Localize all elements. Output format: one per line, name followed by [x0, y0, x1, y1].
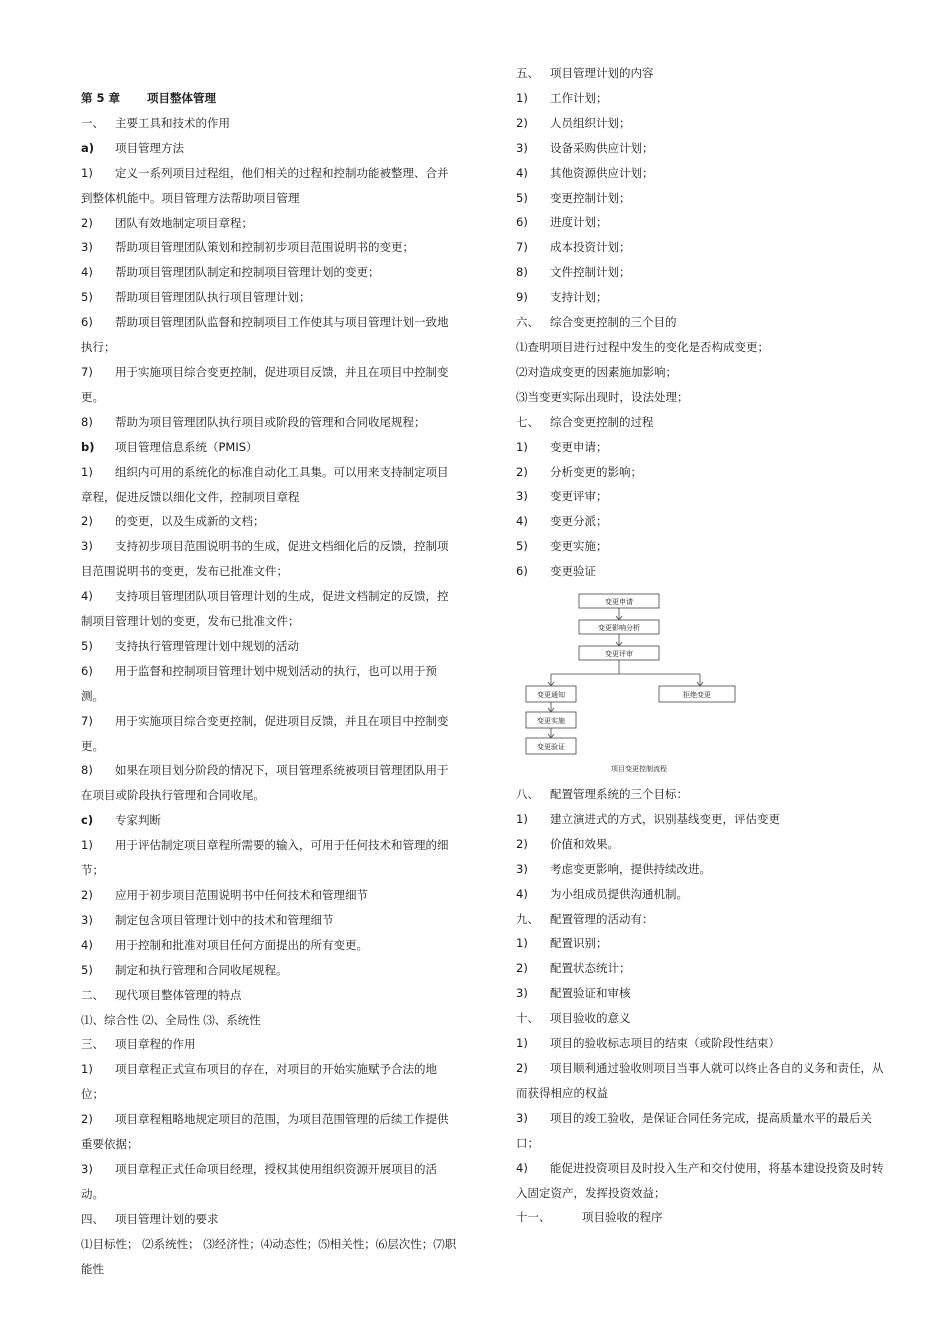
list-item: 1) 项目章程正式宣布项目的存在，对项目的开始实施赋予合法的地位；: [81, 1062, 437, 1102]
list-a: [81, 161, 459, 435]
list-item: 3) 项目章程正式任命项目经理，授权其使用组织资源开展项目的活动。: [81, 1161, 437, 1201]
list-item: 2) 人员组织计划；: [516, 115, 631, 130]
flow-label-review: 变更评审: [605, 650, 633, 659]
list-item: 5) 支持执行管理管理计划中规划的活动: [81, 638, 299, 653]
section-6-heading: 六、 综合变更控制的三个目的: [516, 315, 677, 330]
list-item: 2) 配置状态统计；: [516, 961, 631, 976]
list-item: 6) 帮助项目管理团队监督和控制项目工作使其与项目管理计划一致地执行；: [81, 315, 449, 355]
list-item: 4) 能促进投资项目及时投入生产和交付使用，将基本建设投资及时转入固定资产，发挥投资效益；: [516, 1160, 884, 1200]
list-s5: [516, 86, 894, 310]
list-item: 2) 项目章程粗略地规定项目的范围，为项目范围管理的后续工作提供重要依据；: [81, 1112, 449, 1152]
list-s7: [516, 435, 894, 584]
list-item: ⑵对造成变更的因素施加影响；: [516, 364, 677, 379]
list-item: 4) 变更分派；: [516, 514, 608, 529]
list-item: 7) 成本投资计划；: [516, 240, 631, 255]
list-item: 3) 设备采购供应计划；: [516, 140, 654, 155]
list-item: 1) 配置识别；: [516, 936, 608, 951]
list-item: 9) 支持计划；: [516, 290, 608, 305]
list-item: ⑶当变更实际出现时，设法处理；: [516, 389, 689, 404]
flow-label-reject: 拒绝变更: [683, 691, 711, 700]
flow-label-verify: 变更验证: [537, 743, 565, 752]
list-item: 6) 变更验证: [516, 564, 596, 579]
list-item: 1) 项目的验收标志项目的结束（或阶段性结束）: [516, 1036, 780, 1051]
list-item: 8) 帮助为项目管理团队执行项目或阶段的管理和合同收尾规程；: [81, 414, 426, 429]
section-5-heading: 五、 项目管理计划的内容: [516, 66, 654, 80]
flow-label-implement: 变更实施: [537, 717, 565, 726]
section-9-heading: 九、 配置管理的活动有：: [516, 911, 654, 926]
list-item: 5) 帮助项目管理团队执行项目管理计划；: [81, 290, 311, 305]
list-item: 5) 制定和执行管理和合同收尾规程。: [81, 962, 288, 977]
right-column: [516, 61, 894, 1230]
left-column: [81, 61, 459, 1282]
list-item: 6) 用于监督和控制项目管理计划中规划活动的执行，也可以用于预测。: [81, 663, 437, 703]
list-item: 6) 进度计划；: [516, 215, 608, 230]
list-item: 4) 帮助项目管理团队制定和控制项目管理计划的变更；: [81, 265, 380, 280]
list-s9: [516, 931, 894, 1006]
list-s8: [516, 807, 894, 907]
list-item: 2) 项目顺利通过验收则项目当事人就可以终止各自的义务和责任，从而获得相应的权益: [516, 1061, 884, 1100]
section-11-heading: 十一、 项目验收的程序: [516, 1210, 663, 1225]
list-item: 3) 变更评审；: [516, 489, 608, 504]
list-s10: [516, 1031, 894, 1205]
list-c: [81, 833, 459, 982]
list-item: 3) 制定包含项目管理计划中的技术和管理细节: [81, 912, 334, 927]
flow-label-change-request: 变更申请: [605, 598, 633, 607]
list-item: 7) 用于实施项目综合变更控制，促进项目反馈，并且在项目中控制变更。: [81, 713, 449, 753]
list-item: 4) 其他资源供应计划；: [516, 165, 654, 180]
flow-label-notify: 变更通知: [537, 691, 565, 700]
list-item: 2) 分析变更的影响；: [516, 464, 642, 479]
subsection-c-heading: c) 专家判断: [81, 813, 161, 828]
list-item: 1) 定义一系列项目过程组，他们相关的过程和控制功能被整理、合并到整体机能中。项目管理方法帮助项目管理: [81, 165, 449, 205]
list-item: 3) 考虑变更影响，提供持续改进。: [516, 861, 711, 876]
flow-label-impact-analysis: 变更影响分析: [598, 624, 640, 633]
list-item: 5) 变更控制计划；: [516, 190, 631, 205]
list-item: 2) 的变更，以及生成新的文档；: [81, 514, 265, 529]
list-s3: [81, 1057, 459, 1206]
section-4-text: ⑴目标性； ⑵系统性； ⑶经济性；⑷动态性；⑸相关性；⑹层次性；⑺职能性: [81, 1236, 457, 1276]
subsection-a-heading: a) 项目管理方法: [81, 140, 184, 155]
list-item: ⑴查明项目进行过程中发生的变化是否构成变更；: [516, 339, 769, 354]
list-item: 3) 帮助项目管理团队策划和控制初步项目范围说明书的变更；: [81, 240, 414, 255]
list-item: 2) 价值和效果。: [516, 836, 619, 851]
list-item: 3) 支持初步项目范围说明书的生成，促进文档细化后的反馈，控制项目范围说明书的变更，发布已批准文件；: [81, 539, 449, 579]
list-item: 4) 为小组成员提供沟通机制。: [516, 886, 688, 901]
section-4-heading: 四、 项目管理计划的要求: [81, 1211, 219, 1226]
list-item: 3) 配置验证和审核: [516, 986, 631, 1001]
list-item: 4) 用于控制和批准对项目任何方面提出的所有变更。: [81, 937, 368, 952]
list-item: 2) 应用于初步项目范围说明书中任何技术和管理细节: [81, 888, 368, 902]
list-item: 5) 变更实施；: [516, 539, 608, 554]
flow-caption: 项目变更控制流程: [611, 765, 667, 774]
list-item: 3) 项目的竣工验收，是保证合同任务完成，提高质量水平的最后关口；: [516, 1110, 872, 1150]
section-8-heading: 八、 配置管理系统的三个目标：: [516, 787, 688, 802]
change-control-flowchart: [519, 588, 749, 778]
section-3-heading: 三、 项目章程的作用: [81, 1037, 196, 1052]
section-7-heading: 七、 综合变更控制的过程: [516, 414, 654, 429]
list-item: 2) 团队有效地制定项目章程；: [81, 215, 253, 230]
chapter-heading: 第 5 章 项目整体管理: [81, 91, 216, 105]
section-10-heading: 十、 项目验收的意义: [516, 1011, 631, 1026]
list-item: 1) 用于评估制定项目章程所需要的输入，可用于任何技术和管理的细节；: [81, 838, 449, 878]
list-b: [81, 460, 459, 809]
subsection-b-heading: b) 项目管理信息系统（PMIS）: [81, 439, 258, 454]
section-2-text: ⑴、综合性 ⑵、全局性 ⑶、系统性: [81, 1012, 261, 1027]
list-item: 1) 工作计划；: [516, 90, 608, 105]
list-item: 4) 支持项目管理团队项目管理计划的生成，促进文档制定的反馈，控制项目管理计划的变更，发布已批准文件；: [81, 589, 449, 629]
list-item: 8) 如果在项目划分阶段的情况下，项目管理系统被项目管理团队用于在项目或阶段执行管理和合同收尾。: [81, 763, 449, 803]
section-1-heading: 一、 主要工具和技术的作用: [81, 115, 230, 130]
list-item: 1) 变更申请；: [516, 439, 608, 454]
list-item: 1) 组织内可用的系统化的标准自动化工具集。可以用来支持制定项目章程，促进反馈以细化文件，控制项目章程: [81, 464, 449, 504]
list-item: 7) 用于实施项目综合变更控制，促进项目反馈，并且在项目中控制变更。: [81, 364, 449, 404]
list-item: 8) 文件控制计划；: [516, 265, 631, 280]
section-2-heading: 二、 现代项目整体管理的特点: [81, 987, 242, 1002]
list-item: 1) 建立演进式的方式，识别基线变更，评估变更: [516, 811, 780, 826]
